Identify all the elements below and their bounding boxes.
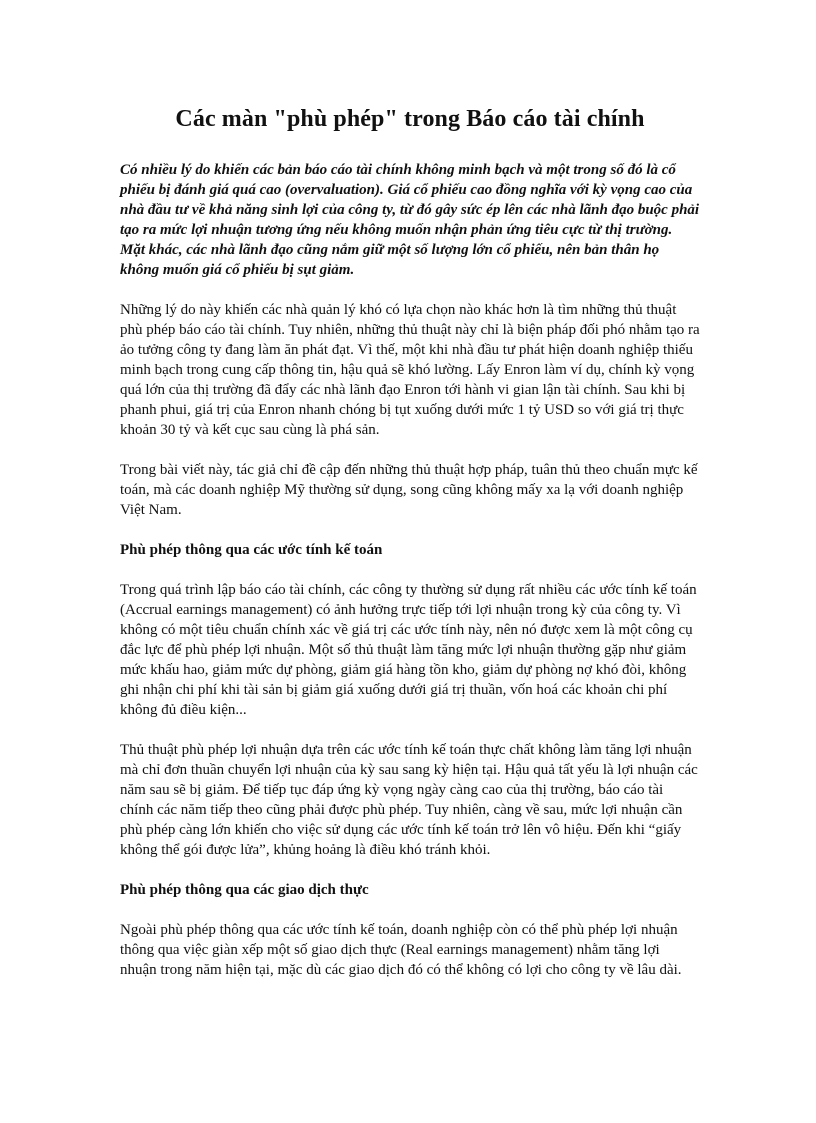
body-paragraph-1: Những lý do này khiến các nhà quản lý khó có lựa chọn nào khác hơn là tìm những thủ thuật phù phép báo cáo tài chính. Tuy nhiên, những thủ thuật này chỉ là biện pháp đối phó nhằm tạo ra ảo tưởng công ty đang làm ăn phát đạt. Vì thế, một khi nhà đầu tư phát hiện doanh nghiệp thiếu minh bạch trong cung cấp thông tin, hậu quả sẽ khó lường. Lấy Enron làm ví dụ, chính kỳ vọng quá lớn của thị trường đã đẩy các nhà lãnh đạo Enron tới hành vi gian lận tài chính. Sau khi bị phanh phui, giá trị của Enron nhanh chóng bị tụt xuống dưới mức 1 tỷ USD so với giá trị thực khoản 30 tỷ và kết cục sau cùng là phá sản. [120,302,700,438]
body-paragraph-4: Thủ thuật phù phép lợi nhuận dựa trên các ước tính kế toán thực chất không làm tăng lợi nhuận mà chỉ đơn thuần chuyển lợi nhuận của kỳ sau sang kỳ hiện tại. Hậu quả tất yếu là lợi nhuận các năm sau sẽ bị giảm. Để tiếp tục đáp ứng kỳ vọng ngày càng cao của thị trường, báo cáo tài chính các năm tiếp theo cũng phải được phù phép. Tuy nhiên, càng về sau, mức lợi nhuận cần phù phép càng lớn khiến cho việc sử dụng các ước tính kế toán trở lên vô hiệu. Đến khi “giấy không thể gói được lửa”, khủng hoảng là điều khó tránh khỏi. [120,742,698,858]
section-heading-real-transactions: Phù phép thông qua các giao dịch thực [120,882,369,898]
lead-paragraph: Có nhiều lý do khiến các bản báo cáo tài chính không minh bạch và một trong số đó là cổ phiếu bị đánh giá quá cao (overvaluation). Giá cổ phiếu cao đồng nghĩa với kỳ vọng cao của nhà đầu tư về khả năng sinh lợi của công ty, từ đó gây sức ép lên các nhà lãnh đạo buộc phải tạo ra mức lợi nhuận tương ứng nếu không muốn nhận phản ứng tiêu cực từ thị trường. Mặt khác, các nhà lãnh đạo cũng nắm giữ một số lượng lớn cổ phiếu, nên bản thân họ không muốn giá cổ phiếu bị sụt giảm. [120,162,700,278]
document-title: Các màn "phù phép" trong Báo cáo tài chính [175,106,645,132]
section-heading-accrual: Phù phép thông qua các ước tính kế toán [120,542,383,558]
document-page [120,104,700,1000]
body-paragraph-2: Trong bài viết này, tác giả chỉ đề cập đến những thủ thuật hợp pháp, tuân thủ theo chuẩn mực kế toán, mà các doanh nghiệp Mỹ thường sử dụng, song cũng không mấy xa lạ với doanh nghiệp Việt Nam. [120,462,698,518]
body-paragraph-3: Trong quá trình lập báo cáo tài chính, các công ty thường sử dụng rất nhiều các ước tính kế toán (Accrual earnings management) có ảnh hưởng trực tiếp tới lợi nhuận trong kỳ của công ty. Vì không có một tiêu chuẩn chính xác về giá trị các ước tính này, nên nó được xem là một công cụ đắc lực để phù phép lợi nhuận. Một số thủ thuật làm tăng mức lợi nhuận thường gặp như giảm mức khấu hao, giảm mức dự phòng, giảm giá hàng tồn kho, giảm dự phòng nợ khó đòi, không ghi nhận chi phí khi tài sản bị giảm giá xuống dưới giá trị thuần, vốn hoá các khoản chi phí không đủ điều kiện... [120,582,697,718]
body-paragraph-5: Ngoài phù phép thông qua các ước tính kế toán, doanh nghiệp còn có thể phù phép lợi nhuận thông qua việc giàn xếp một số giao dịch thực (Real earnings management) nhằm tăng lợi nhuận trong năm hiện tại, mặc dù các giao dịch đó có thể không có lợi cho công ty về lâu dài. [120,922,682,978]
